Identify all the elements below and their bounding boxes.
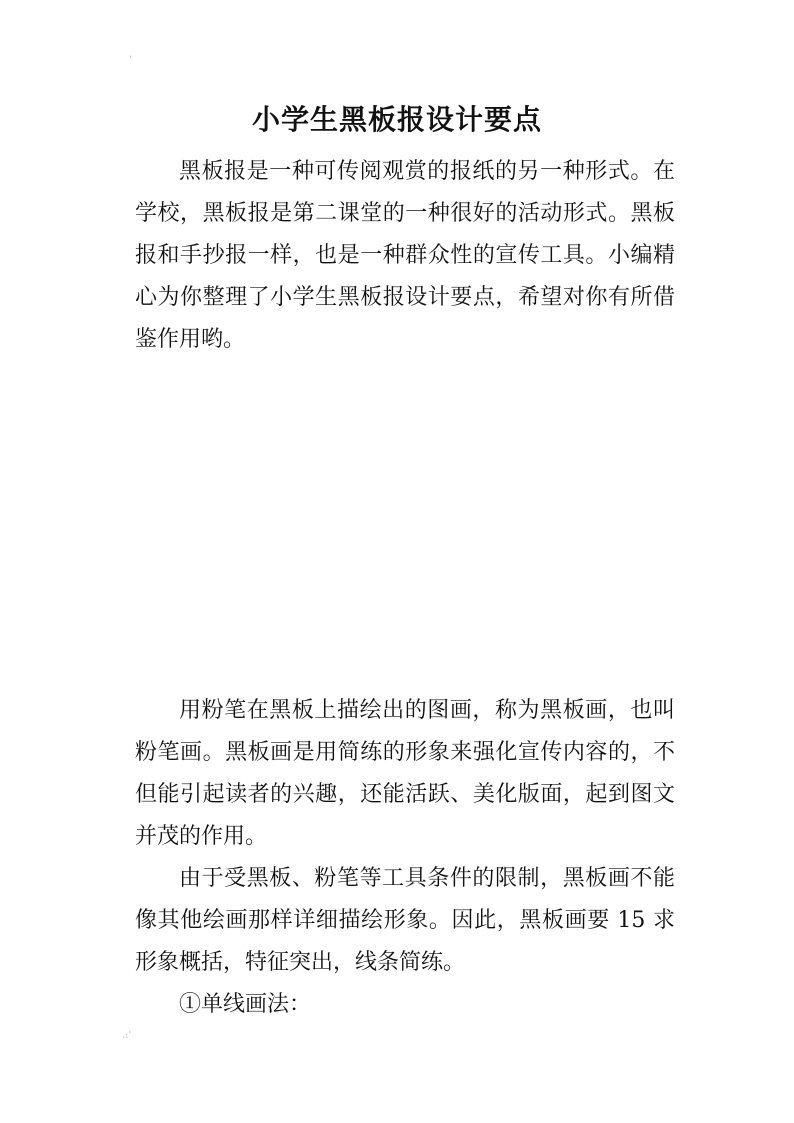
corner-mark-bottom: .:' — [122, 1030, 132, 1041]
paragraph-blackboard-drawing: 用粉笔在黑板上描绘出的图画，称为黑板画，也叫粉笔画。黑板画是用简练的形象来强化宣传内容的，不但能引起读者的兴趣，还能活跃、美化版面，起到图文并茂的作用。 — [135, 698, 675, 849]
paragraph-limitations: 由于受黑板、粉笔等工具条件的限制，黑板画不能像其他绘画那样详细描绘形象。因此，黑板画要 15 求形象概括，特征突出，线条简练。 — [135, 866, 675, 975]
paragraph-intro: 黑板报是一种可传阅观赏的报纸的另一种形式。在学校，黑板报是第二课堂的一种很好的活动形式。黑板报和手抄报一样，也是一种群众性的宣传工具。小编精心为你整理了小学生黑板报设计要点，希望对你有所借鉴作用哟。 — [135, 159, 675, 352]
page-title: 小学生黑板报设计要点 — [251, 103, 542, 136]
corner-mark-top: ' — [129, 55, 132, 66]
paragraph-single-line-method: ①单线画法： — [179, 992, 312, 1017]
